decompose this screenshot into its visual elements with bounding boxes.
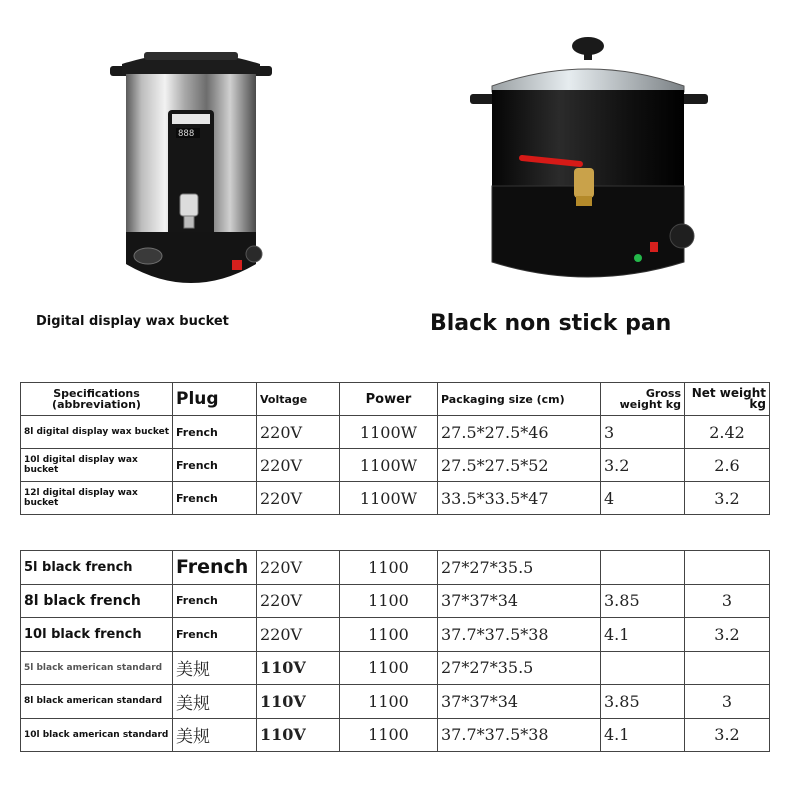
spec-cell: 10l digital display wax bucket (21, 449, 173, 482)
table-row (21, 718, 770, 752)
voltage-cell: 220V (257, 551, 340, 585)
table-row (21, 416, 770, 449)
net-weight-cell: 3 (685, 584, 770, 618)
voltage-cell: 220V (257, 449, 340, 482)
net-weight-cell: 3.2 (685, 618, 770, 652)
gross-weight-cell: 3.85 (601, 584, 685, 618)
table-row (21, 449, 770, 482)
plug-cell: French (173, 584, 257, 618)
plug-cell: French (173, 416, 257, 449)
voltage-cell: 220V (257, 482, 340, 515)
net-weight-cell: 3.2 (685, 482, 770, 515)
packaging-size-cell: 33.5*33.5*47 (438, 482, 601, 515)
net-weight-cell (685, 551, 770, 585)
plug-cell: 美规 (173, 685, 257, 719)
digital-bucket-spec-table (20, 382, 770, 515)
gross-weight-cell: 3.85 (601, 685, 685, 719)
net-weight-header: Net weight kg (685, 383, 770, 416)
power-header: Power (340, 383, 438, 416)
power-cell: 1100W (340, 482, 438, 515)
power-cell: 1100W (340, 416, 438, 449)
plug-cell: French (173, 449, 257, 482)
packaging-size-cell: 27*27*35.5 (438, 551, 601, 585)
table-row (21, 551, 770, 585)
spec-cell: 5l black american standard (21, 651, 173, 685)
net-weight-cell: 2.6 (685, 449, 770, 482)
gross-weight-cell: 4.1 (601, 618, 685, 652)
net-weight-cell: 3 (685, 685, 770, 719)
table-row (21, 651, 770, 685)
table-row (21, 482, 770, 515)
net-weight-cell: 2.42 (685, 416, 770, 449)
spec-cell: 10l black french (21, 618, 173, 652)
packaging-size-cell: 37.7*37.5*38 (438, 718, 601, 752)
temperature-readout: 888 (178, 129, 195, 139)
voltage-cell: 110V (257, 685, 340, 719)
voltage-cell: 110V (257, 651, 340, 685)
digital-wax-bucket-caption: Digital display wax bucket (36, 314, 229, 329)
table-row (21, 618, 770, 652)
net-weight-cell: 3.2 (685, 718, 770, 752)
plug-cell: 美规 (173, 651, 257, 685)
voltage-cell: 220V (257, 416, 340, 449)
packaging-size-cell: 27.5*27.5*46 (438, 416, 601, 449)
power-cell: 1100 (340, 651, 438, 685)
net-weight-cell (685, 651, 770, 685)
power-cell: 1100 (340, 584, 438, 618)
power-cell: 1100W (340, 449, 438, 482)
digital-wax-bucket-image (108, 42, 274, 296)
digital-bucket-rows (21, 416, 770, 515)
voltage-cell: 220V (257, 584, 340, 618)
packaging-size-cell: 37.7*37.5*38 (438, 618, 601, 652)
packaging-size-cell: 27.5*27.5*52 (438, 449, 601, 482)
plug-cell: French (173, 618, 257, 652)
power-cell: 1100 (340, 685, 438, 719)
spec-cell: 8l black french (21, 584, 173, 618)
power-cell: 1100 (340, 718, 438, 752)
black-pan-spec-table (20, 550, 770, 752)
black-non-stick-pan-image (468, 36, 712, 286)
gross-weight-cell (601, 651, 685, 685)
plug-cell: 美规 (173, 718, 257, 752)
table-row (21, 685, 770, 719)
gross-weight-cell: 3.2 (601, 449, 685, 482)
packaging-size-cell: 27*27*35.5 (438, 651, 601, 685)
plug-cell: French (173, 482, 257, 515)
spec-cell: 5l black french (21, 551, 173, 585)
spec-cell: 10l black american standard (21, 718, 173, 752)
black-non-stick-pan-caption: Black non stick pan (430, 311, 672, 336)
gross-weight-cell: 4 (601, 482, 685, 515)
power-cell: 1100 (340, 551, 438, 585)
packaging-size-cell: 37*37*34 (438, 685, 601, 719)
packaging-size-cell: 37*37*34 (438, 584, 601, 618)
voltage-cell: 220V (257, 618, 340, 652)
gross-weight-header: Gross weight kg (601, 383, 685, 416)
power-cell: 1100 (340, 618, 438, 652)
black-pan-rows (21, 551, 770, 752)
voltage-cell: 110V (257, 718, 340, 752)
gross-weight-cell: 3 (601, 416, 685, 449)
spec-cell: 8l digital display wax bucket (21, 416, 173, 449)
gross-weight-cell (601, 551, 685, 585)
gross-weight-cell: 4.1 (601, 718, 685, 752)
table-header-row (21, 383, 770, 416)
plug-header: Plug (173, 383, 257, 416)
spec-cell: 12l digital display wax bucket (21, 482, 173, 515)
packaging-header: Packaging size (cm) (438, 383, 601, 416)
voltage-header: Voltage (257, 383, 340, 416)
spec-cell: 8l black american standard (21, 685, 173, 719)
plug-cell: French (173, 551, 257, 585)
spec-header: Specifications (abbreviation) (21, 383, 173, 416)
table-row (21, 584, 770, 618)
